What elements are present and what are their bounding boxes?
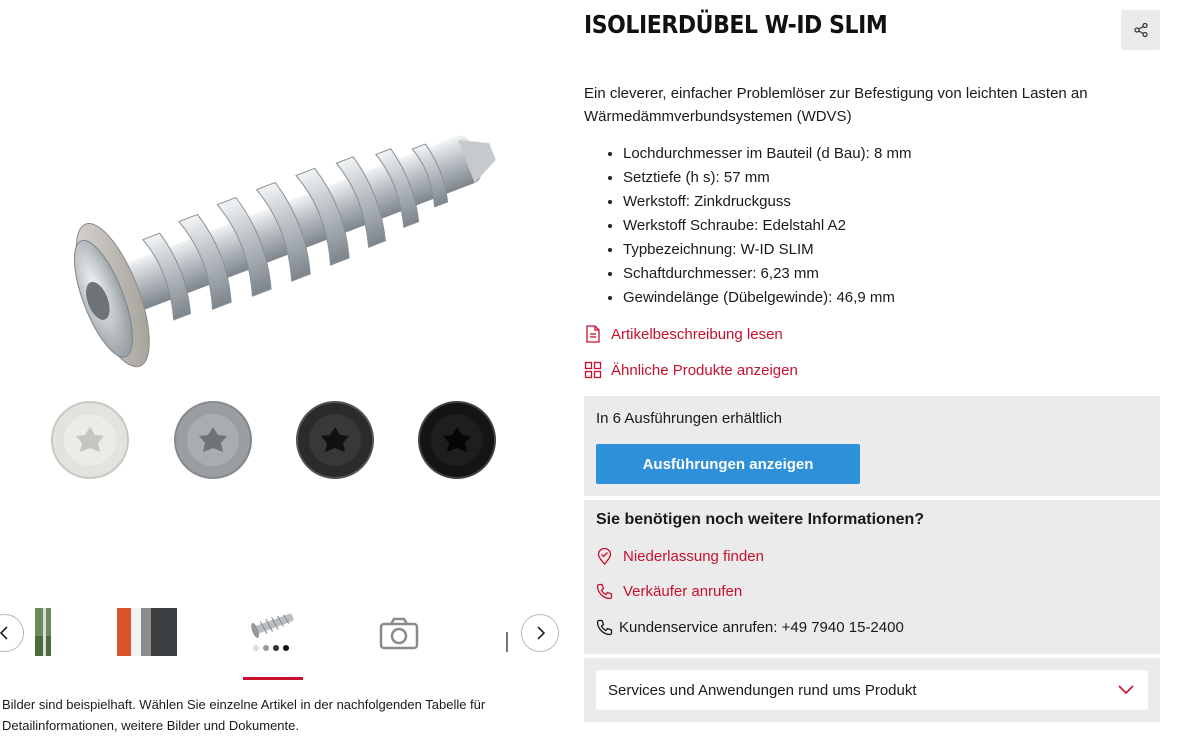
variants-count-text: In 6 Ausführungen erhältlich (596, 410, 782, 427)
image-carousel (0, 598, 565, 688)
call-seller-link[interactable] (596, 583, 742, 600)
spec-item: Gewindelänge (Dübelgewinde): 46,9 mm (604, 286, 1104, 310)
variant-thumbnails (40, 395, 560, 490)
product-description: Ein cleverer, einfacher Problemlöser zur Befestigung von leichten Lasten an Wärmedämmverbundsystemen (WDVS) (584, 85, 1088, 125)
phone-icon (596, 583, 613, 600)
phone-icon (596, 619, 613, 636)
location-check-icon (596, 548, 613, 565)
similar-products-label: Ähnliche Produkte anzeigen (611, 361, 798, 379)
more-info-heading: Sie benötigen noch weitere Informationen? (596, 511, 925, 528)
find-branch-link[interactable] (596, 548, 764, 565)
services-accordion-label: Services und Anwendungen rund ums Produkt (608, 681, 917, 699)
carousel-next-button[interactable] (521, 614, 559, 652)
share-icon (1133, 22, 1149, 38)
spec-item: Schaftdurchmesser: 6,23 mm (604, 262, 1104, 286)
share-button[interactable] (1121, 10, 1160, 50)
find-branch-label: Niederlassung finden (623, 548, 764, 565)
carousel-prev-button[interactable] (0, 614, 24, 652)
read-description-link[interactable] (584, 325, 783, 343)
gallery-disclaimer: Bilder sind beispielhaft. Wählen Sie einzelne Artikel in der nachfolgenden Tabelle für Detailinformationen, weitere Bilder und Dokumente. (2, 697, 486, 733)
show-variants-button[interactable]: Ausführungen anzeigen (596, 444, 860, 484)
gallery-thumb-3[interactable] (248, 608, 298, 656)
chevron-down-icon (1118, 683, 1134, 697)
active-thumb-indicator (243, 677, 303, 680)
similar-products-link[interactable] (584, 361, 798, 379)
spec-item: Typbezeichnung: W-ID SLIM (604, 238, 1104, 262)
customer-service-text: Kundenservice anrufen: +49 7940 15-2400 (619, 619, 904, 636)
customer-service-row (596, 619, 904, 636)
camera-icon[interactable] (378, 608, 420, 656)
call-seller-label: Verkäufer anrufen (623, 583, 743, 600)
document-icon (584, 325, 602, 343)
more-info-panel (584, 500, 1160, 654)
services-accordion[interactable] (596, 670, 1148, 710)
spec-item: Lochdurchmesser im Bauteil (d Bau): 8 mm (604, 142, 1104, 166)
product-main-image (40, 100, 510, 370)
services-panel (584, 658, 1160, 722)
variant-thumb-gray[interactable] (168, 395, 258, 485)
variant-thumb-white[interactable] (45, 395, 135, 485)
chevron-left-icon (0, 626, 12, 640)
gallery-thumb-5[interactable] (505, 608, 511, 656)
chevron-right-icon (533, 626, 547, 640)
spec-item: Setztiefe (h s): 57 mm (604, 166, 1104, 190)
grid-icon (584, 361, 602, 379)
spec-list (604, 142, 1104, 310)
gallery-thumb-2[interactable] (117, 608, 177, 656)
product-title: ISOLIERDÜBEL W-ID SLIM (584, 10, 888, 39)
spec-item: Werkstoff: Zinkdruckguss (604, 190, 1104, 214)
gallery-thumb-1[interactable] (35, 608, 51, 656)
spec-item: Werkstoff Schraube: Edelstahl A2 (604, 214, 1104, 238)
variants-panel (584, 396, 1160, 496)
read-description-label: Artikelbeschreibung lesen (611, 325, 783, 343)
variant-thumb-black[interactable] (412, 395, 502, 485)
variant-thumb-anthracite[interactable] (290, 395, 380, 485)
